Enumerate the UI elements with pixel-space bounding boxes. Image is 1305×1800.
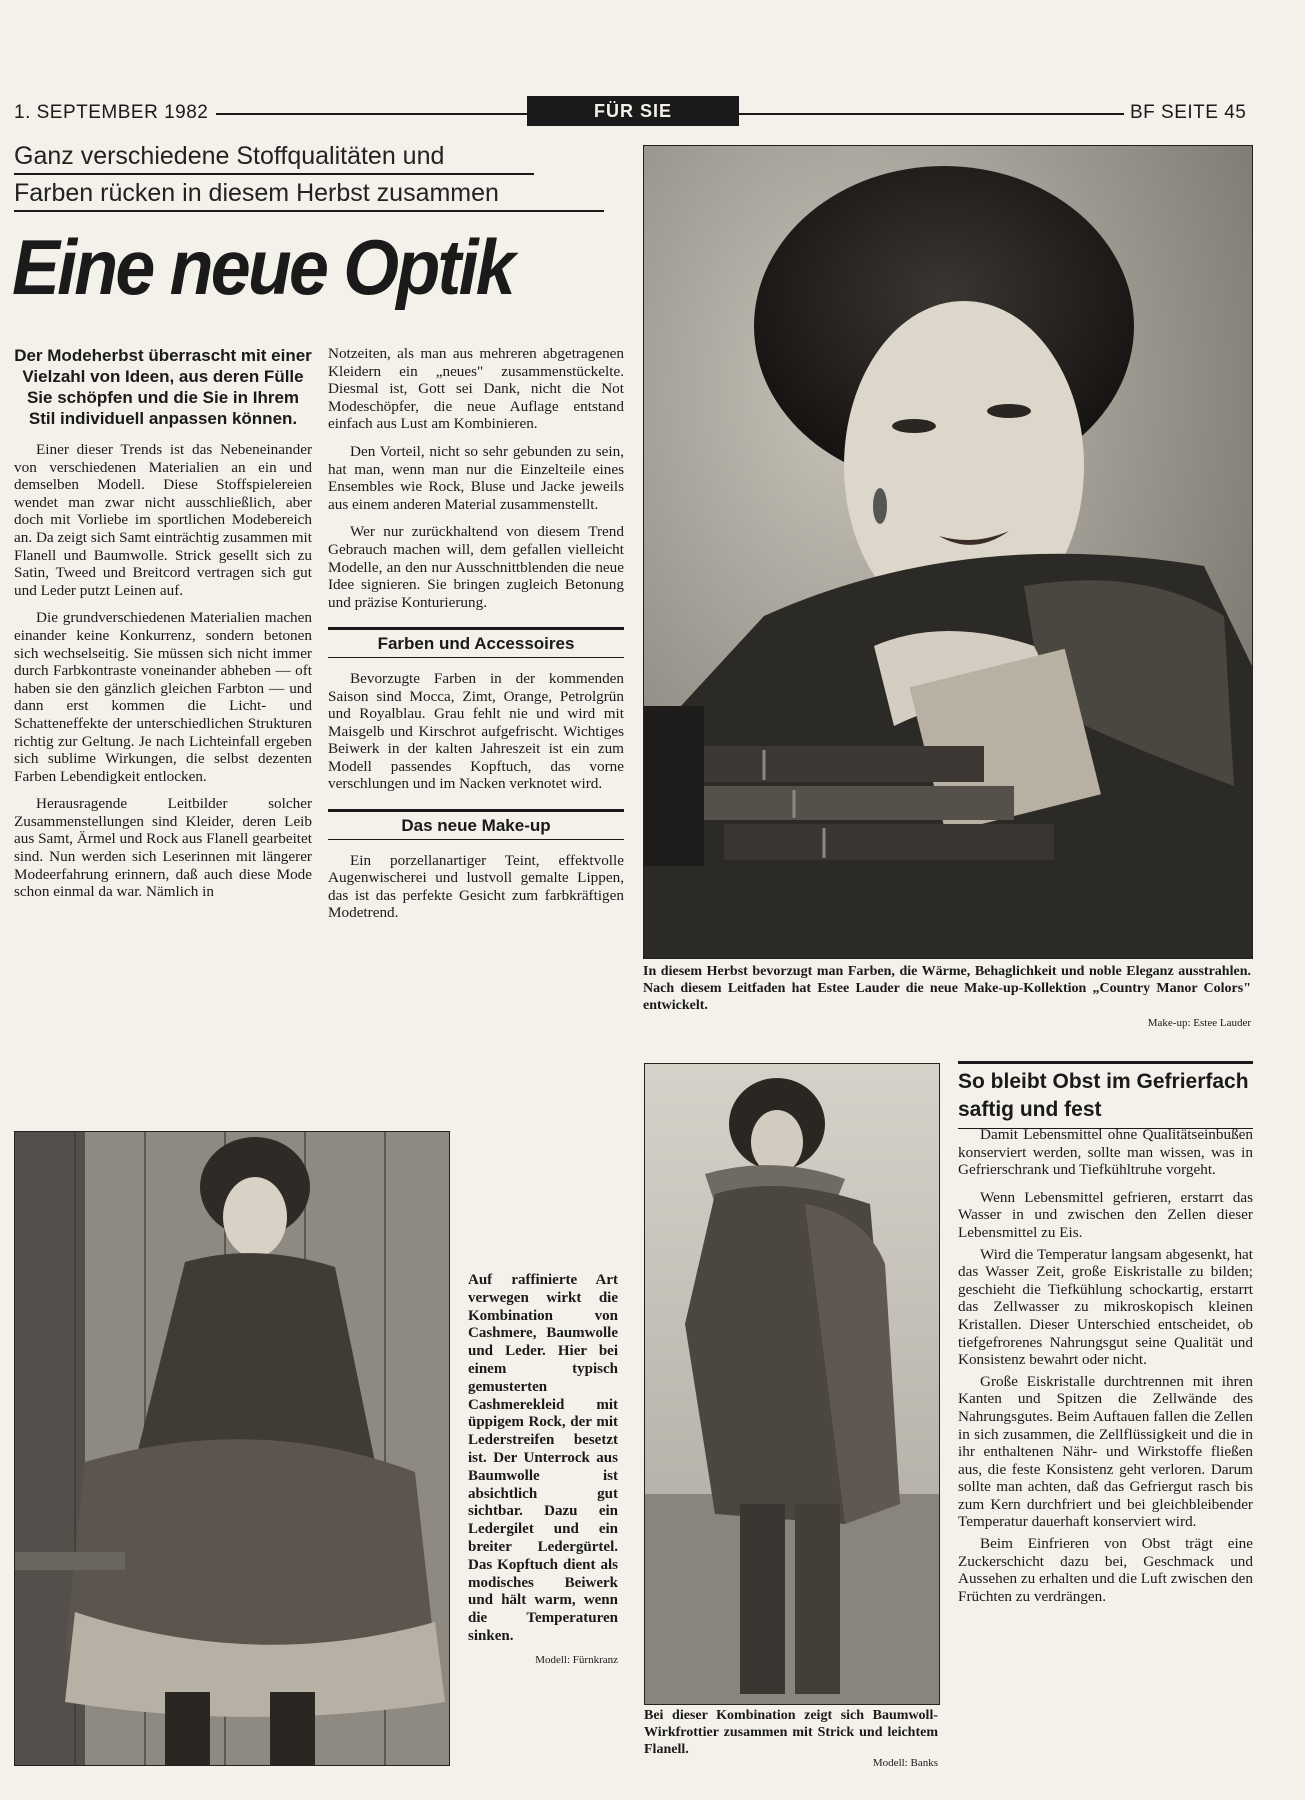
subhead-colors: Farben und Accessoires (328, 627, 624, 658)
photo-seated-caption-block (468, 1272, 618, 1670)
article-column-1 (14, 345, 312, 911)
kicker (14, 140, 614, 214)
body-paragraph: Herausragende Leitbilder solcher Zusammenstellungen sind Kleider, deren Leib aus Samt, Ärmel und Rock aus Flanell gearbeitet sind. Nun werden sich Leserinnen mit längerer Modeerfahrung erinnern, daß auch diese Mode schon einmal da war. Nämlich in (14, 795, 312, 901)
photo-portrait-makeup (643, 145, 1253, 959)
obst-article-body (958, 1126, 1253, 1615)
body-paragraph: Den Vorteil, nicht so sehr gebunden zu sein, hat man, wenn man nur die Einzelteile eines Ensembles wie Rock, Bluse und Jacke jeweils aus einem anderen Material zusammenstellt. (328, 442, 624, 513)
headline: Eine neue Optik (12, 223, 513, 311)
photo-portrait-credit: Make-up: Estee Lauder (1147, 1017, 1251, 1029)
body-paragraph: Große Eiskristalle durchtrennen mit ihren Kanten und Spitzen die Zellwände des Nahrungsgutes. Beim Auftauen fallen die Zellen in sich zusammen, die Zellflüssigkeit und die in ihr enthaltenen Nähr- und Wirkstoffe fließen aus, die feste Konsistenz geht verloren. Darum sollte man achten, daß das Gefriergut rasch bis zum Kern durchfriert und bei gleichbleibender Temperatur dauerhaft konserviert wird. (958, 1372, 1253, 1531)
photo-seated-caption: Auf raffinierte Art verwegen wirkt die Kombination von Cashmere, Baumwolle und Leder. Hier bei einem typisch gemusterten Cashmerekleid mit üppigem Rock, der mit Lederstreifen besetzt ist. Der Unterrock aus Baumwolle ist absichtlich gut sichtbar. Dazu ein Ledergilet und ein breiter Ledergürtel. Das Kopftuch dient als modisches Beiwerk und hält warm, wenn die Temperaturen sinken. (468, 1272, 618, 1644)
body-paragraph: Beim Einfrieren von Obst trägt eine Zuckerschicht dazu bei, Geschmack und Aussehen zu erhalten und die Luft zwischen den Früchten zu verdrängen. (958, 1535, 1253, 1605)
body-paragraph: Damit Lebensmittel ohne Qualitätseinbußen konserviert werden, sollte man wissen, was in Gefrierschrank und Tiefkühltruhe vorgeht. (958, 1126, 1253, 1179)
page-number: BF SEITE 45 (1130, 102, 1247, 123)
body-paragraph: Notzeiten, als man aus mehreren abgetragenen Kleidern ein „neues" zusammenstückelte. Diesmal ist, Gott sei Dank, nicht die Not Modeschöpfer, die neue Auflage entstand einfach aus Lust am Kombinieren. (328, 345, 624, 433)
photo-standing-model (644, 1063, 940, 1705)
photo-seated-model (14, 1131, 450, 1766)
header-rule-right (739, 113, 1124, 115)
kicker-line-1: Ganz verschiedene Stoffqualitäten und (14, 140, 534, 175)
header-rule-left (216, 113, 527, 115)
lead-paragraph: Der Modeherbst überrascht mit einer Vielzahl von Ideen, aus deren Fülle Sie schöpfen und die Sie in Ihrem Stil individuell anpassen können. (14, 346, 312, 428)
photo-portrait-caption: In diesem Herbst bevorzugt man Farben, die Wärme, Behaglichkeit und noble Eleganz ausstrahlen. Nach diesem Leitfaden hat Estee Lauder die neue Make-up-Kollektion „Country Manor Colors" entwickelt. (643, 964, 1251, 1013)
issue-date: 1. SEPTEMBER 1982 (14, 102, 209, 123)
body-paragraph: Wird die Temperatur langsam abgesenkt, hat das Wasser Zeit, große Eiskristalle zu bilden; geschieht die Tiefkühlung schockartig, erstarrt das Zellwasser zu mikroskopisch kleinen Kristallen. Dieser Unterschied entscheidet, ob tiefgefrorenes Nahrungsgut seine Qualität und Konsistenz bewahrt oder nicht. (958, 1245, 1253, 1369)
body-paragraph: Ein porzellanartiger Teint, effektvolle Augenwischerei und lustvoll gemalte Lippen, das ist das perfekte Gesicht zum farbkräftigen Modetrend. (328, 851, 624, 922)
standing-model-image (645, 1064, 939, 1704)
subhead-makeup: Das neue Make-up (328, 809, 624, 840)
article-column-2 (328, 345, 624, 932)
portrait-image (644, 146, 1252, 958)
body-paragraph: Wenn Lebensmittel gefrieren, erstarrt das Wasser in und zwischen den Zellen dieser Lebensmittel zu Eis. (958, 1188, 1253, 1241)
body-paragraph: Einer dieser Trends ist das Nebeneinander von verschiedenen Materialien an ein und demselben Modell. Diese Stoffspielereien wendet man zwar nicht ausschließlich, aber doch mit Vorliebe im sportlichen Modebereich an. Da zeigt sich Samt einträchtig zusammen mit Flanell und Baumwolle. Strick gesellt sich zu Satin, Tweed und Breitcord vertragen sich gut und Leder putzt Leinen auf. (14, 441, 312, 599)
photo-standing-caption: Bei dieser Kombination zeigt sich Baumwoll-Wirkfrottier zusammen mit Strick und leichtem Flanell. (644, 1708, 938, 1757)
body-paragraph: Wer nur zurückhaltend von diesem Trend Gebrauch machen will, dem gefallen vielleicht Modelle, an den nur Ausschnittblenden die neue Idee signieren. Sie bringen zugleich Betonung und präzise Konturierung. (328, 523, 624, 611)
body-paragraph: Bevorzugte Farben in der kommenden Saison sind Mocca, Zimt, Orange, Petrolgrün und Royalblau. Grau fehlt nie und wird mit Maisgelb und Kirschrot aufgefrischt. Wichtiges Beiwerk in der kalten Jahreszeit ist ein zum Modell passendes Kopftuch, das vorne verschlungen und im Nacken verknotet wird. (328, 669, 624, 793)
photo-standing-credit: Modell: Banks (872, 1757, 938, 1769)
kicker-line-2: Farben rücken in diesem Herbst zusammen (14, 177, 604, 212)
body-paragraph: Die grundverschiedenen Materialien machen einander keine Konkurrenz, sondern betonen sich wechselseitig. Sie müssen sich nicht immer durch Farbkontraste voneinander abheben — oft haben sie den gänzlich gleichen Farbton — und dann erst kommen die Licht- und Schatteneffekte der unterschiedlichen Strukturen richtig zur Geltung. Je nach Lichteinfall ergeben sich sublime Wirkungen, die selbst dezenten Farben Lebendigkeit entlocken. (14, 609, 312, 785)
section-label: FÜR SIE (527, 96, 739, 126)
photo-seated-credit: Modell: Fürnkranz (535, 1653, 618, 1666)
seated-model-image (15, 1132, 449, 1765)
obst-article-title: So bleibt Obst im Gefrierfach saftig und fest (958, 1061, 1253, 1129)
